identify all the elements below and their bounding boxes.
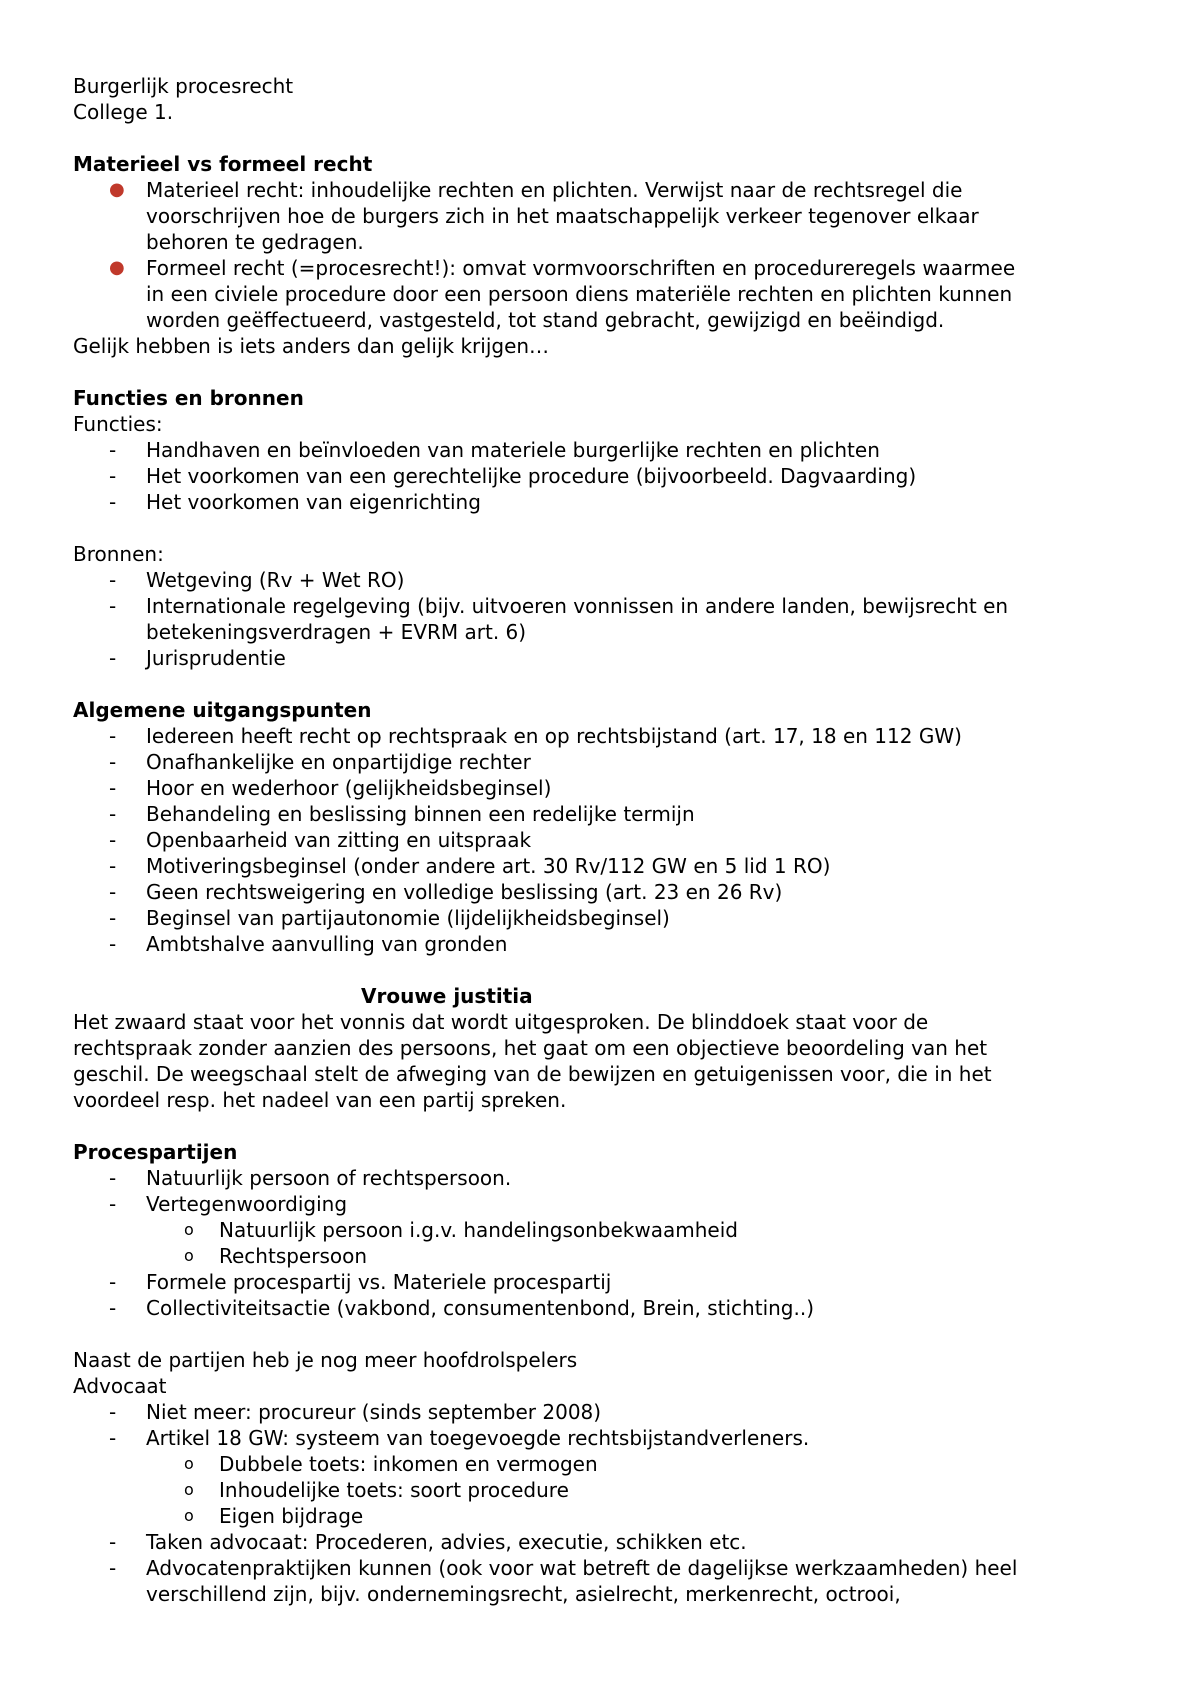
list-item: - Geen rechtsweigering en volledige beslissing (art. 23 en 26 Rv) xyxy=(109,880,783,904)
list-item: - Beginsel van partijautonomie (lijdelijkheidsbeginsel) xyxy=(109,906,670,930)
dash-icon: - xyxy=(109,646,117,670)
list-item: - Niet meer: procureur (sinds september 2008) xyxy=(109,1400,602,1424)
list-item: - Behandeling en beslissing binnen een redelijke termijn xyxy=(109,802,695,826)
list-item: - Onafhankelijke en onpartijdige rechter xyxy=(109,750,531,774)
sub-list-item: o Eigen bijdrage xyxy=(184,1504,364,1528)
paragraph-line: geschil. De weegschaal stelt de afweging van de bewijzen en getuigenissen voor, die in het xyxy=(73,1062,992,1086)
section-heading-procespartijen: Procespartijen xyxy=(73,1140,238,1164)
intro-text: Naast de partijen heb je nog meer hoofdrolspelers xyxy=(73,1348,578,1372)
circle-bullet-icon: o xyxy=(184,1506,194,1525)
dash-icon: - xyxy=(109,1426,117,1450)
sources-label: Bronnen: xyxy=(73,542,164,566)
bullet-list-recht xyxy=(73,177,1133,333)
advocaat-list xyxy=(73,1399,1133,1607)
dash-icon: - xyxy=(109,438,117,462)
paragraph-line: voordeel resp. het nadeel van een partij spreken. xyxy=(73,1088,567,1112)
dash-icon: - xyxy=(109,880,117,904)
functions-list xyxy=(73,437,1133,515)
dash-icon: - xyxy=(109,724,117,748)
dash-icon: - xyxy=(109,854,117,878)
paragraph-line: Het zwaard staat voor het vonnis dat wordt uitgesproken. De blinddoek staat voor de xyxy=(73,1010,929,1034)
sub-list-item: o Rechtspersoon xyxy=(184,1244,368,1268)
dash-icon: - xyxy=(109,932,117,956)
list-item: - Handhaven en beïnvloeden van materiele burgerlijke rechten en plichten xyxy=(109,438,880,462)
sources-list xyxy=(73,567,1133,671)
list-item: - Advocatenpraktijken kunnen (ook voor wat betreft de dagelijkse werkzaamheden) heel verschillend zijn, bijv. ondernemingsrecht, asielrecht, merkenrecht, octrooi, xyxy=(109,1556,1018,1606)
list-item: - Ambtshalve aanvulling van gronden xyxy=(109,932,508,956)
list-item: - Motiveringsbeginsel (onder andere art. 30 Rv/112 GW en 5 lid 1 RO) xyxy=(109,854,831,878)
list-item: - Internationale regelgeving (bijv. uitvoeren vonnissen in andere landen, bewijsrecht en betekeningsverdragen + EVRM art. 6) xyxy=(109,594,1009,644)
list-item: ● Formeel recht (=procesrecht!): omvat vormvoorschriften en procedureregels waarmee in een civiele procedure door een persoon diens materiële rechten en plichten kunnen worden geëffectueerd, vastgesteld, tot stand gebracht, gewijzigd en beëindigd. xyxy=(109,256,1016,332)
dash-icon: - xyxy=(109,906,117,930)
bullet-icon: ● xyxy=(109,257,125,278)
dash-icon: - xyxy=(109,1556,117,1580)
dash-icon: - xyxy=(109,828,117,852)
circle-bullet-icon: o xyxy=(184,1480,194,1499)
dash-icon: - xyxy=(109,776,117,800)
dash-icon: - xyxy=(109,802,117,826)
document-page xyxy=(73,73,1133,1607)
parties-list xyxy=(73,1165,1133,1321)
dash-icon: - xyxy=(109,1400,117,1424)
list-item: - Natuurlijk persoon of rechtspersoon. xyxy=(109,1166,512,1190)
list-item: - Hoor en wederhoor (gelijkheidsbeginsel) xyxy=(109,776,552,800)
section-heading-uitgangspunten: Algemene uitgangspunten xyxy=(73,698,372,722)
note-text: Gelijk hebben is iets anders dan gelijk krijgen… xyxy=(73,334,550,358)
list-item: - Collectiviteitsactie (vakbond, consumentenbond, Brein, stichting..) xyxy=(109,1296,815,1320)
bullet-icon: ● xyxy=(109,179,125,200)
section-heading-vrouwe-justitia: Vrouwe justitia xyxy=(361,984,533,1008)
circle-bullet-icon: o xyxy=(184,1454,194,1473)
section-heading-materieel: Materieel vs formeel recht xyxy=(73,152,373,176)
dash-icon: - xyxy=(109,464,117,488)
list-item: - Het voorkomen van een gerechtelijke procedure (bijvoorbeeld. Dagvaarding) xyxy=(109,464,917,488)
list-item: - Artikel 18 GW: systeem van toegevoegde rechtsbijstandverleners. xyxy=(109,1426,810,1450)
functions-label: Functies: xyxy=(73,412,163,436)
list-item: ● Materieel recht: inhoudelijke rechten en plichten. Verwijst naar de rechtsregel die voorschrijven hoe de burgers zich in het maatschappelijk verkeer tegenover elkaar behoren te gedragen. xyxy=(109,178,979,254)
section-heading-functies: Functies en bronnen xyxy=(73,386,304,410)
sub-list-item: o Natuurlijk persoon i.g.v. handelingsonbekwaamheid xyxy=(184,1218,738,1242)
list-item: - Iedereen heeft recht op rechtspraak en op rechtsbijstand (art. 17, 18 en 112 GW) xyxy=(109,724,962,748)
list-item: - Taken advocaat: Procederen, advies, executie, schikken etc. xyxy=(109,1530,747,1554)
dash-icon: - xyxy=(109,568,117,592)
list-item: - Jurisprudentie xyxy=(109,646,286,670)
list-item: - Openbaarheid van zitting en uitspraak xyxy=(109,828,532,852)
list-item: - Formele procespartij vs. Materiele procespartij xyxy=(109,1270,612,1294)
dash-icon: - xyxy=(109,1296,117,1320)
dash-icon: - xyxy=(109,490,117,514)
dash-icon: - xyxy=(109,750,117,774)
circle-bullet-icon: o xyxy=(184,1246,194,1265)
document-title: Burgerlijk procesrecht xyxy=(73,74,294,98)
list-item: - Vertegenwoordiging xyxy=(109,1192,348,1216)
principles-list xyxy=(73,723,1133,957)
dash-icon: - xyxy=(109,1530,117,1554)
paragraph-line: rechtspraak zonder aanzien des persoons, het gaat om een objectieve beoordeling van het xyxy=(73,1036,988,1060)
sub-list-item: o Inhoudelijke toets: soort procedure xyxy=(184,1478,569,1502)
document-subtitle: College 1. xyxy=(73,100,174,124)
dash-icon: - xyxy=(109,1192,117,1216)
circle-bullet-icon: o xyxy=(184,1220,194,1239)
advocaat-label: Advocaat xyxy=(73,1374,167,1398)
list-item: - Het voorkomen van eigenrichting xyxy=(109,490,481,514)
sub-list-item: o Dubbele toets: inkomen en vermogen xyxy=(184,1452,598,1476)
dash-icon: - xyxy=(109,1270,117,1294)
dash-icon: - xyxy=(109,1166,117,1190)
dash-icon: - xyxy=(109,594,117,618)
list-item: - Wetgeving (Rv + Wet RO) xyxy=(109,568,405,592)
